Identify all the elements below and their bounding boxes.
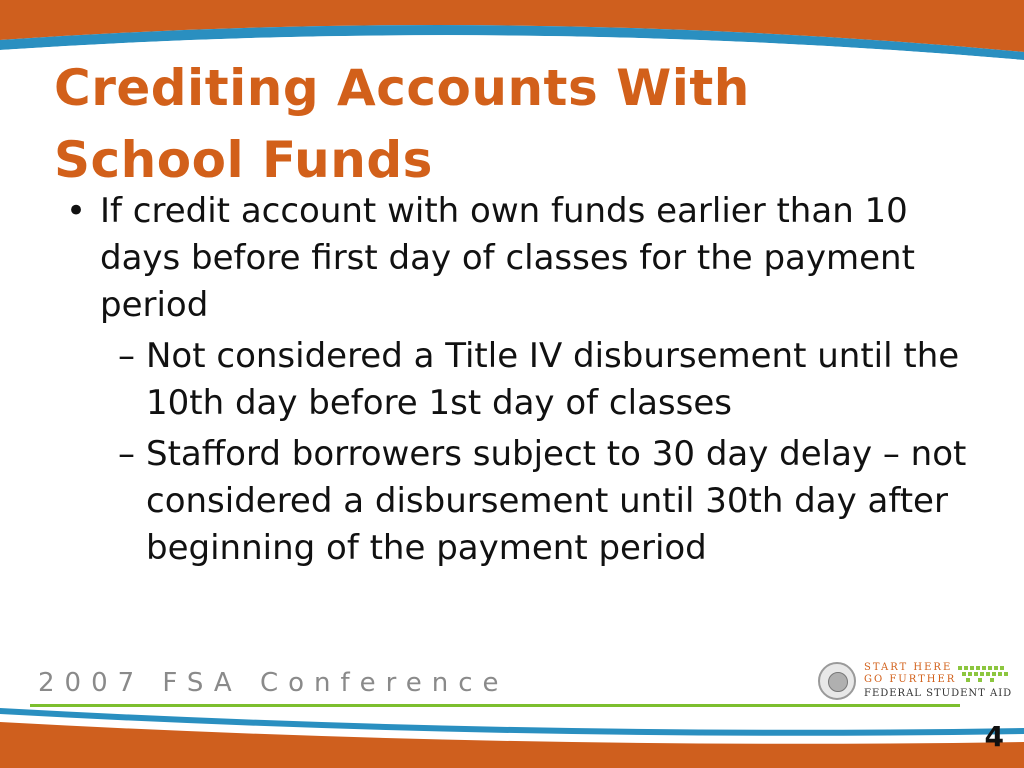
conference-footer-text: 2007 FSA Conference [38, 668, 509, 698]
sub-bullet-list [66, 333, 986, 572]
bullet-item [66, 188, 986, 329]
sub-bullet-marker: – [118, 434, 135, 474]
bullet-text: If credit account with own funds earlier than 10 days before first day of classes for the payment period [100, 191, 915, 325]
department-seal-icon [818, 662, 856, 700]
slide-title-line-2: School Funds [54, 131, 433, 189]
sub-bullet-text: Not considered a Title IV disbursement until the 10th day before 1st day of classes [146, 336, 960, 423]
bullet-list [66, 188, 986, 576]
slide-title [54, 52, 954, 196]
logo-tagline-1: START HERE [864, 662, 953, 673]
logo-tagline-2: GO FURTHER [864, 674, 957, 685]
sub-bullet-item [66, 431, 986, 572]
slide-title-line-1: Crediting Accounts With [54, 59, 750, 117]
logo-agency-name: FEDERAL STUDENT AID [864, 688, 1013, 699]
sub-bullet-item [66, 333, 986, 427]
bottom-decorative-band [0, 700, 1024, 768]
bullet-marker: • [66, 191, 87, 231]
sub-list-container [66, 333, 986, 572]
sub-bullet-marker: – [118, 336, 135, 376]
logo-grid-icon [958, 664, 1012, 686]
sub-bullet-text: Stafford borrowers subject to 30 day delay – not considered a disbursement until 30th day after beginning of the payment period [146, 434, 967, 568]
page-number: 4 [984, 720, 1004, 753]
fsa-logo [818, 660, 1014, 704]
